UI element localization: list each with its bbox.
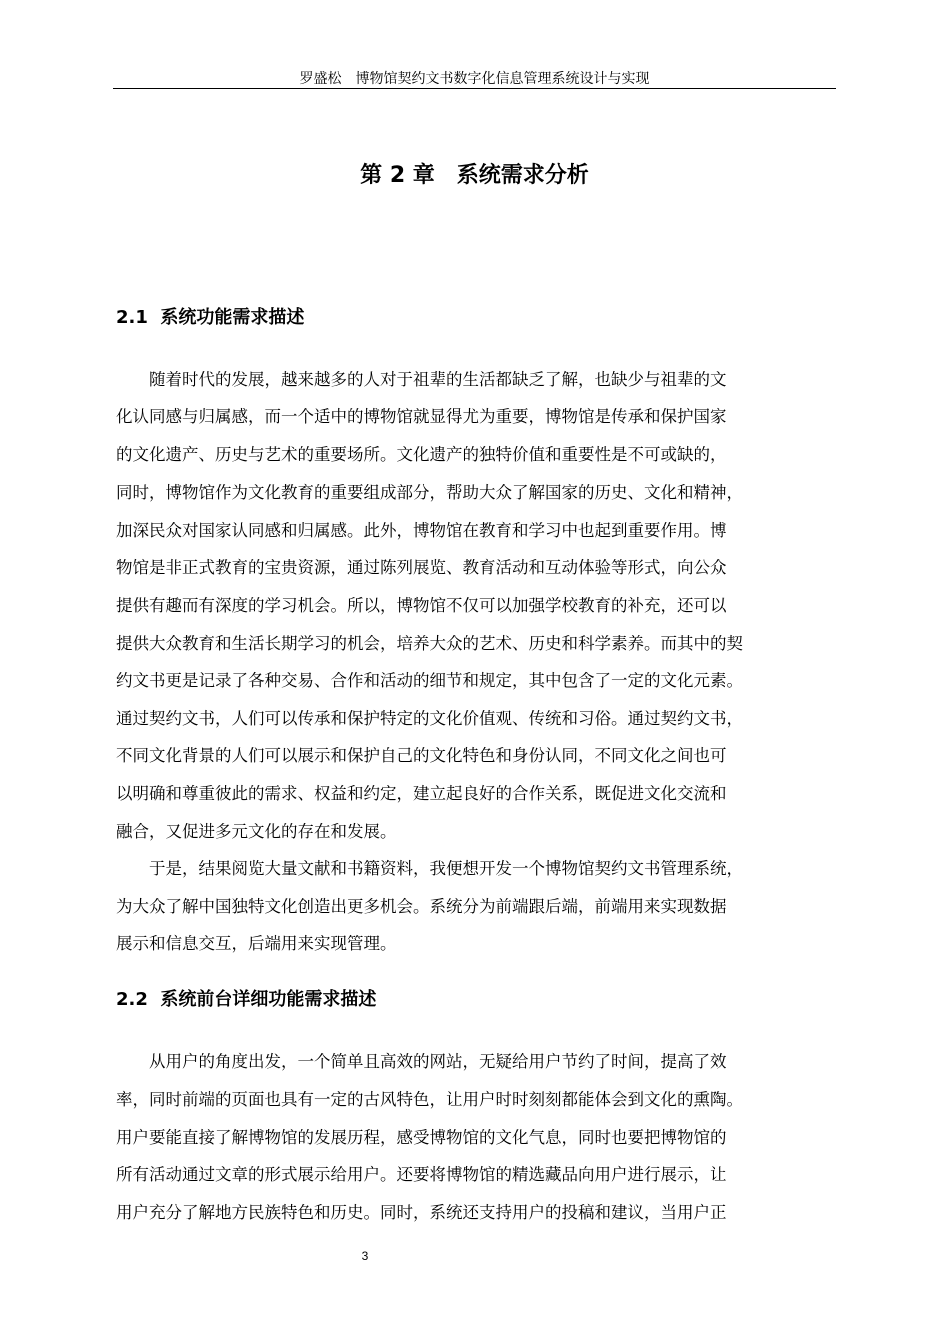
body-line: 物馆是非正式教育的宝贵资源，通过陈列展览、教育活动和互动体验等形式，向公众 bbox=[116, 558, 727, 577]
body-line: 展示和信息交互，后端用来实现管理。 bbox=[116, 934, 397, 953]
body-line: 以明确和尊重彼此的需求、权益和约定，建立起良好的合作关系，既促进文化交流和 bbox=[116, 784, 727, 803]
body-line: 提供有趣而有深度的学习机会。所以，博物馆不仅可以加强学校教育的补充，还可以 bbox=[116, 596, 727, 615]
header-rule bbox=[113, 88, 836, 89]
page-number: 3 bbox=[361, 1249, 369, 1263]
body-line: 化认同感与归属感，而一个适中的博物馆就显得尤为重要，博物馆是传承和保护国家 bbox=[116, 407, 727, 426]
body-line: 约文书更是记录了各种交易、合作和活动的细节和规定，其中包含了一定的文化元素。 bbox=[116, 671, 743, 690]
section-heading-2-1: 2.1 系统功能需求描述 bbox=[116, 307, 305, 328]
body-line: 融合，又促进多元文化的存在和发展。 bbox=[116, 822, 397, 841]
body-line: 于是，结果阅览大量文献和书籍资料，我便想开发一个博物馆契约文书管理系统， bbox=[116, 859, 743, 878]
body-line: 提供大众教育和生活长期学习的机会，培养大众的艺术、历史和科学素养。而其中的契 bbox=[116, 634, 743, 653]
section-heading-2-2: 2.2 系统前台详细功能需求描述 bbox=[116, 989, 377, 1010]
body-line: 率，同时前端的页面也具有一定的古风特色，让用户时时刻刻都能体会到文化的熏陶。 bbox=[116, 1090, 743, 1109]
body-line: 随着时代的发展，越来越多的人对于祖辈的生活都缺乏了解，也缺少与祖辈的文 bbox=[116, 370, 727, 389]
body-line: 用户充分了解地方民族特色和历史。同时，系统还支持用户的投稿和建议，当用户正 bbox=[116, 1203, 727, 1222]
running-header: 罗盛松 博物馆契约文书数字化信息管理系统设计与实现 bbox=[299, 71, 650, 87]
chapter-title: 第 2 章 系统需求分析 bbox=[360, 163, 589, 188]
body-line: 不同文化背景的人们可以展示和保护自己的文化特色和身份认同，不同文化之间也可 bbox=[116, 746, 727, 765]
body-line: 为大众了解中国独特文化创造出更多机会。系统分为前端跟后端，前端用来实现数据 bbox=[116, 897, 727, 916]
body-line: 的文化遗产、历史与艺术的重要场所。文化遗产的独特价值和重要性是不可或缺的， bbox=[116, 445, 727, 464]
body-line: 同时，博物馆作为文化教育的重要组成部分，帮助大众了解国家的历史、文化和精神， bbox=[116, 483, 743, 502]
body-line: 所有活动通过文章的形式展示给用户。还要将博物馆的精选藏品向用户进行展示，让 bbox=[116, 1165, 727, 1184]
body-line: 加深民众对国家认同感和归属感。此外，博物馆在教育和学习中也起到重要作用。博 bbox=[116, 521, 727, 540]
body-line: 用户要能直接了解博物馆的发展历程，感受博物馆的文化气息，同时也要把博物馆的 bbox=[116, 1128, 727, 1147]
body-line: 从用户的角度出发，一个简单且高效的网站，无疑给用户节约了时间，提高了效 bbox=[116, 1052, 727, 1071]
body-line: 通过契约文书，人们可以传承和保护特定的文化价值观、传统和习俗。通过契约文书， bbox=[116, 709, 743, 728]
